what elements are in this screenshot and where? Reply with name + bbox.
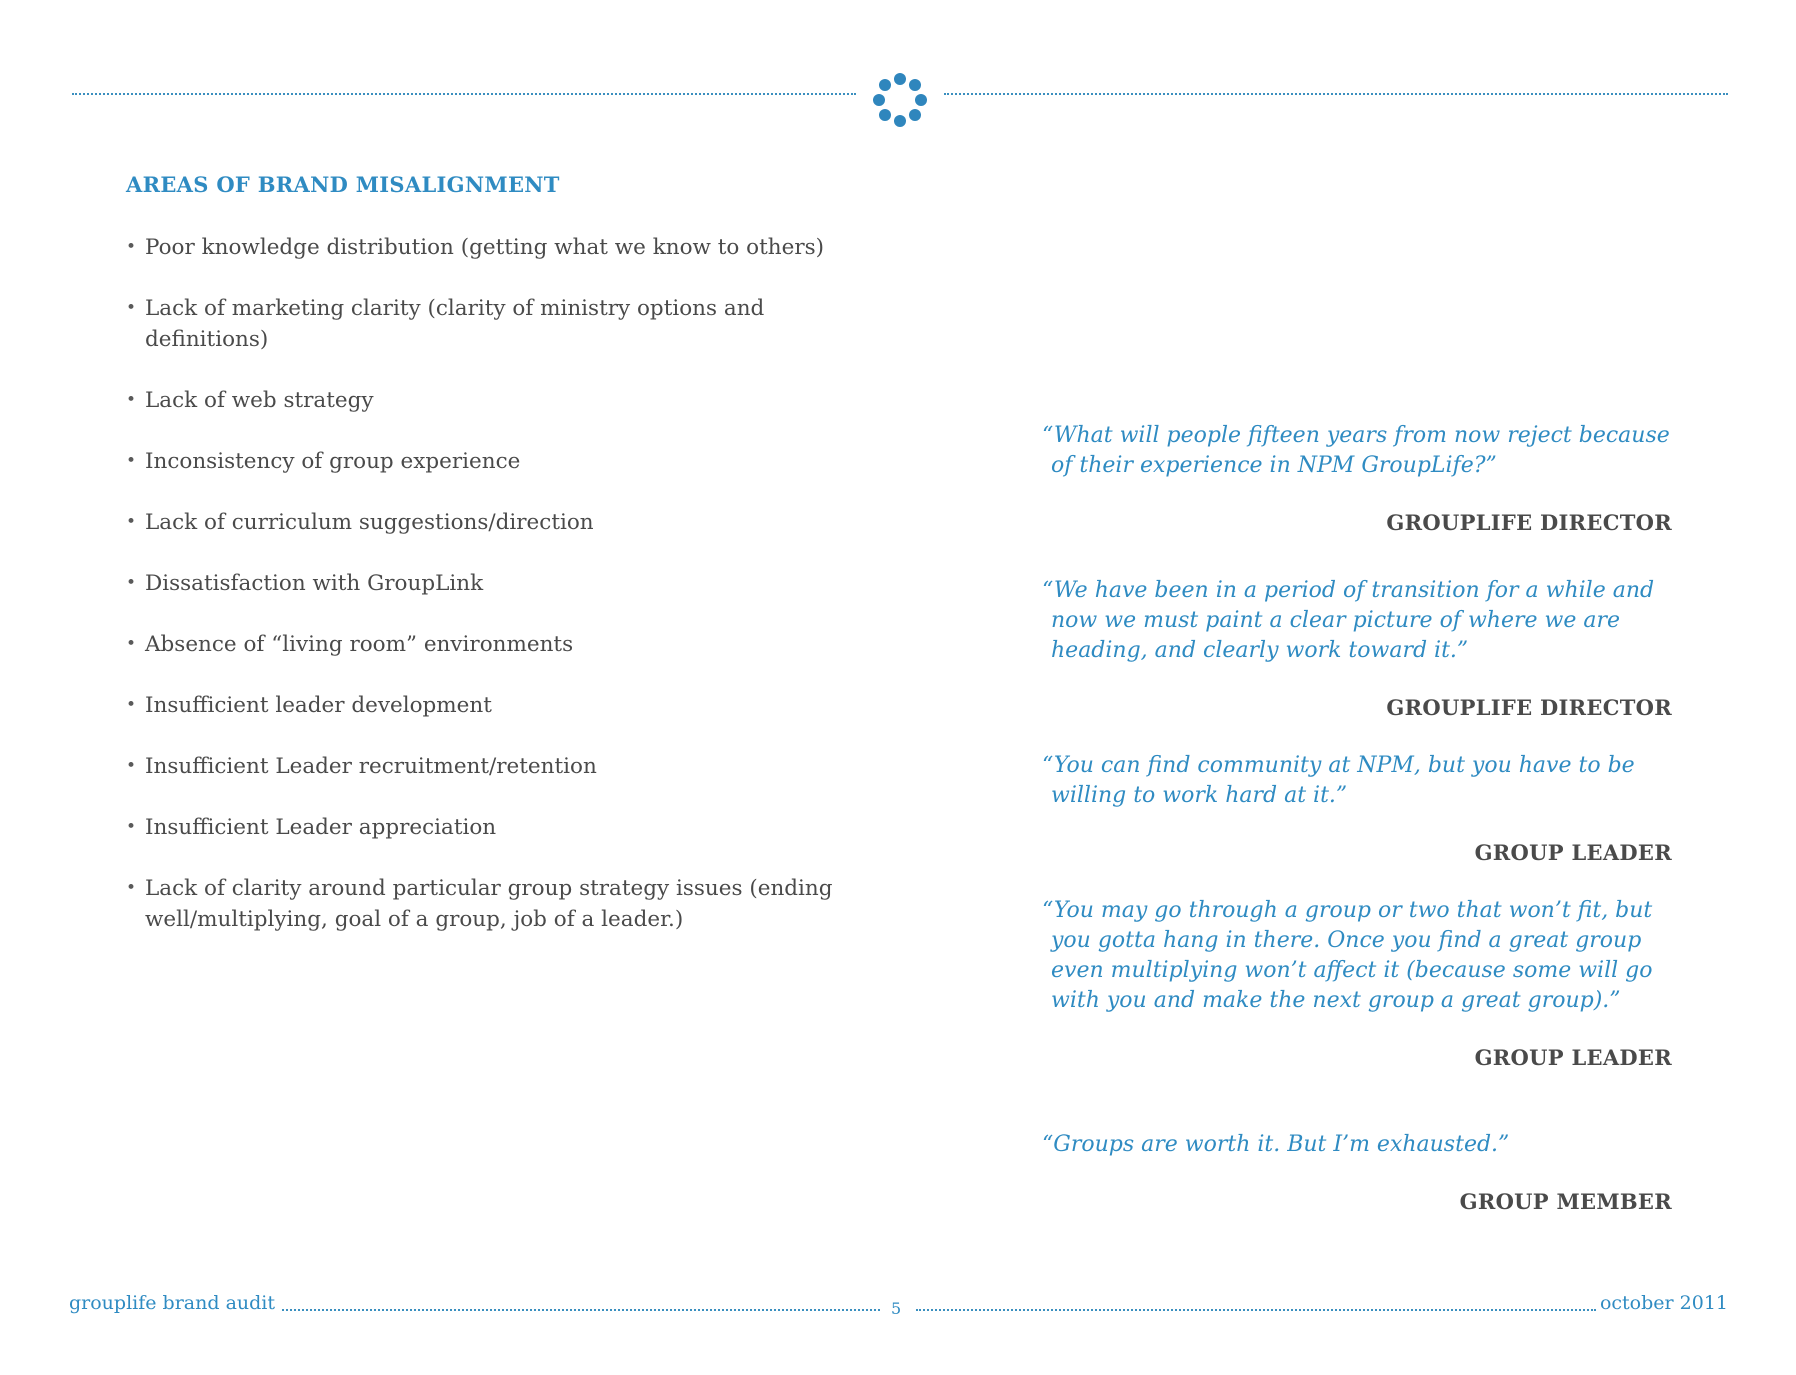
rosette-dot (909, 109, 921, 121)
rosette-dot (873, 94, 885, 106)
rosette-dot (879, 109, 891, 121)
quote-text: “We have been in a period of transition for a while and now we must paint a clear picture of where we are heading, and clearly work toward it.” (1042, 578, 1655, 663)
footer-rule-left (282, 1309, 880, 1311)
list-item: • Insufficient Leader recruitment/retention (126, 751, 846, 782)
footer-rule-right (916, 1309, 1596, 1311)
quote-text: “You can find community at NPM, but you have to be willing to work hard at it.” (1042, 753, 1635, 808)
footer-date: october 2011 (1599, 1292, 1728, 1314)
footer-title: grouplife brand audit (69, 1292, 276, 1314)
list-item: • Insufficient leader development (126, 690, 846, 721)
quote-text: “What will people fifteen years from now reject because of their experience in NPM GroupLife?” (1042, 423, 1670, 478)
header-rule-right (944, 93, 1728, 95)
list-item: • Insufficient Leader appreciation (126, 812, 846, 843)
quote-text: “Groups are worth it. But I’m exhausted.” (1042, 1132, 1510, 1157)
list-item: • Lack of curriculum suggestions/direction (126, 507, 846, 538)
list-item: • Dissatisfaction with GroupLink (126, 568, 846, 599)
list-item: • Lack of web strategy (126, 385, 846, 416)
list-item: • Lack of marketing clarity (clarity of ministry options and definitions) (126, 293, 846, 355)
quote-attribution: GROUPLIFE DIRECTOR (1386, 510, 1672, 535)
section-title: AREAS OF BRAND MISALIGNMENT (126, 172, 560, 197)
rosette-dot (894, 115, 906, 127)
page-number: 5 (891, 1299, 902, 1318)
rosette-dot (879, 79, 891, 91)
rosette-icon (870, 70, 930, 130)
rosette-dot (894, 73, 906, 85)
quote-attribution: GROUP MEMBER (1459, 1189, 1672, 1214)
list-item: • Lack of clarity around particular group strategy issues (ending well/multiplying, goal of a group, job of a leader.) (126, 873, 846, 935)
quote-attribution: GROUP LEADER (1474, 840, 1672, 865)
list-item: • Poor knowledge distribution (getting what we know to others) (126, 232, 846, 263)
list-item: • Absence of “living room” environments (126, 629, 846, 660)
header-rule-left (72, 93, 856, 95)
quote-attribution: GROUP LEADER (1474, 1045, 1672, 1070)
rosette-dot (909, 79, 921, 91)
rosette-dot (915, 94, 927, 106)
misalignment-list (126, 232, 846, 965)
quote-text: “You may go through a group or two that won’t fit, but you gotta hang in there. Once you find a great group even multiplying won’t affect it (because some will go with you and make the next group a great group).” (1042, 898, 1653, 1013)
list-item: • Inconsistency of group experience (126, 446, 846, 477)
quote-attribution: GROUPLIFE DIRECTOR (1386, 695, 1672, 720)
